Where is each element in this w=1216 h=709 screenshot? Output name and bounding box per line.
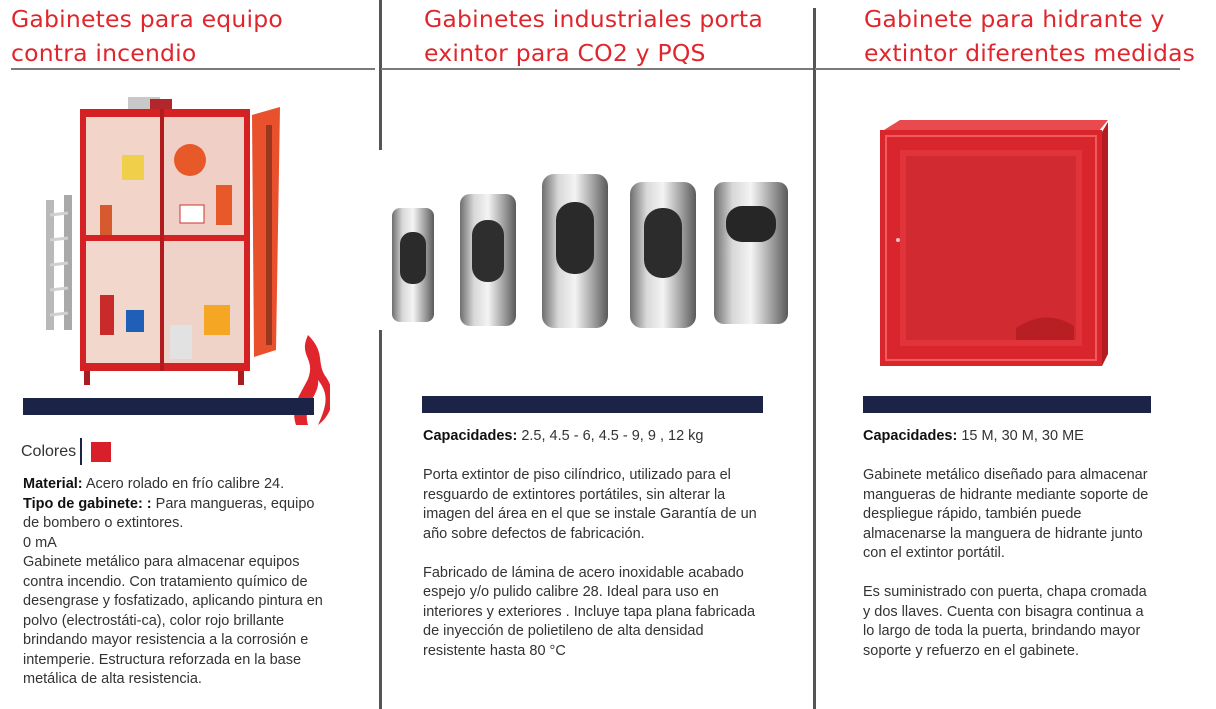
material-label: Material: xyxy=(23,476,83,492)
column-1-title-line2: contra incendio xyxy=(11,39,197,67)
column-1-title-underline xyxy=(11,68,375,70)
column-1-navy-bar xyxy=(23,398,314,415)
colors-divider xyxy=(80,438,82,465)
divider-1-top xyxy=(379,0,382,150)
column-2-capacity xyxy=(423,427,763,447)
column-3-paragraph-1: Gabinete metálico diseñado para almacenar mangueras de hidrante mediante soporte de despliegue rápido, también puede almacenarse la manguera de hidrante junto con el extintor portátil. xyxy=(863,467,1149,561)
column-3-title xyxy=(864,2,1216,70)
column-2-title-line2: exintor para CO2 y PQS xyxy=(424,39,706,67)
column-3-title-line1: Gabinete para hidrante y xyxy=(864,5,1165,33)
column-1-details xyxy=(23,475,323,690)
material-value: Acero rolado en frío calibre 24. xyxy=(82,476,285,492)
column-2-paragraph-1: Porta extintor de piso cilíndrico, utilizado para el resguardo de extintores portátiles, sin alterar la imagen del área en el que se instale Garantía de un año sobre defectos de fabricación. xyxy=(423,467,757,542)
column-3-details xyxy=(863,427,1153,681)
column-3-navy-bar xyxy=(863,396,1151,413)
column-3-capacity xyxy=(863,427,1153,447)
column-2-title-underline xyxy=(381,68,815,70)
column-2-details xyxy=(423,427,763,681)
column-2-capacity-value: 2.5, 4.5 - 6, 4.5 - 9, 9 , 12 kg xyxy=(517,428,704,444)
tipo-value: Para mangueras, equipo de bombero o extintores. xyxy=(23,495,315,531)
extra-line: 0 mA xyxy=(23,534,57,551)
divider-1-bottom xyxy=(379,330,382,709)
hydrant-cabinet-image xyxy=(876,118,1112,368)
column-1-title xyxy=(11,2,371,70)
colors-label: Colores xyxy=(21,442,77,460)
equipment-cabinet-image xyxy=(40,95,330,425)
tipo-label: Tipo de gabinete: : xyxy=(23,495,152,512)
column-1-title-line1: Gabinetes para equipo xyxy=(11,5,283,33)
column-3-paragraph-2: Es suministrado con puerta, chapa cromada y dos llaves. Cuenta con bisagra continua a lo largo de toda la puerta, brindando mayor soporte y refuerzo en el gabinete. xyxy=(863,584,1147,659)
column-3-title-underline xyxy=(815,68,1180,70)
cylindrical-holders-image xyxy=(388,170,793,332)
column-3-capacity-value: 15 M, 30 M, 30 ME xyxy=(957,428,1084,444)
column-2-title xyxy=(424,2,804,70)
tipo-line xyxy=(23,495,323,534)
material-line xyxy=(23,475,323,495)
column-3-capacity-label: Capacidades: xyxy=(863,428,958,444)
divider-2 xyxy=(813,8,816,709)
color-swatch-red xyxy=(91,442,111,462)
column-1-description: Gabinete metálico para almacenar equipos contra incendio. Con tratamiento químico de desengrase y fosfatizado, aplicando pintura en polvo (electrostáti-ca), color rojo brillante brindando mayor resistencia a la corrosión e intemperie. Estructura reforzada en la base metálica de alta resistencia. xyxy=(23,554,323,687)
column-3-title-line2: extintor diferentes medidas xyxy=(864,39,1196,67)
colors-row xyxy=(21,438,111,465)
column-2-capacity-label: Capacidades: xyxy=(423,428,518,444)
column-2-paragraph-2: Fabricado de lámina de acero inoxidable acabado espejo y/o pulido calibre 28. Ideal para uso en interiores y exteriores . Incluye tapa plana fabricada de inyección de polietileno de alta densidad resistente hasta 80 °C xyxy=(423,564,756,659)
column-2-title-line1: Gabinetes industriales porta xyxy=(424,5,763,33)
column-2-navy-bar xyxy=(422,396,763,413)
